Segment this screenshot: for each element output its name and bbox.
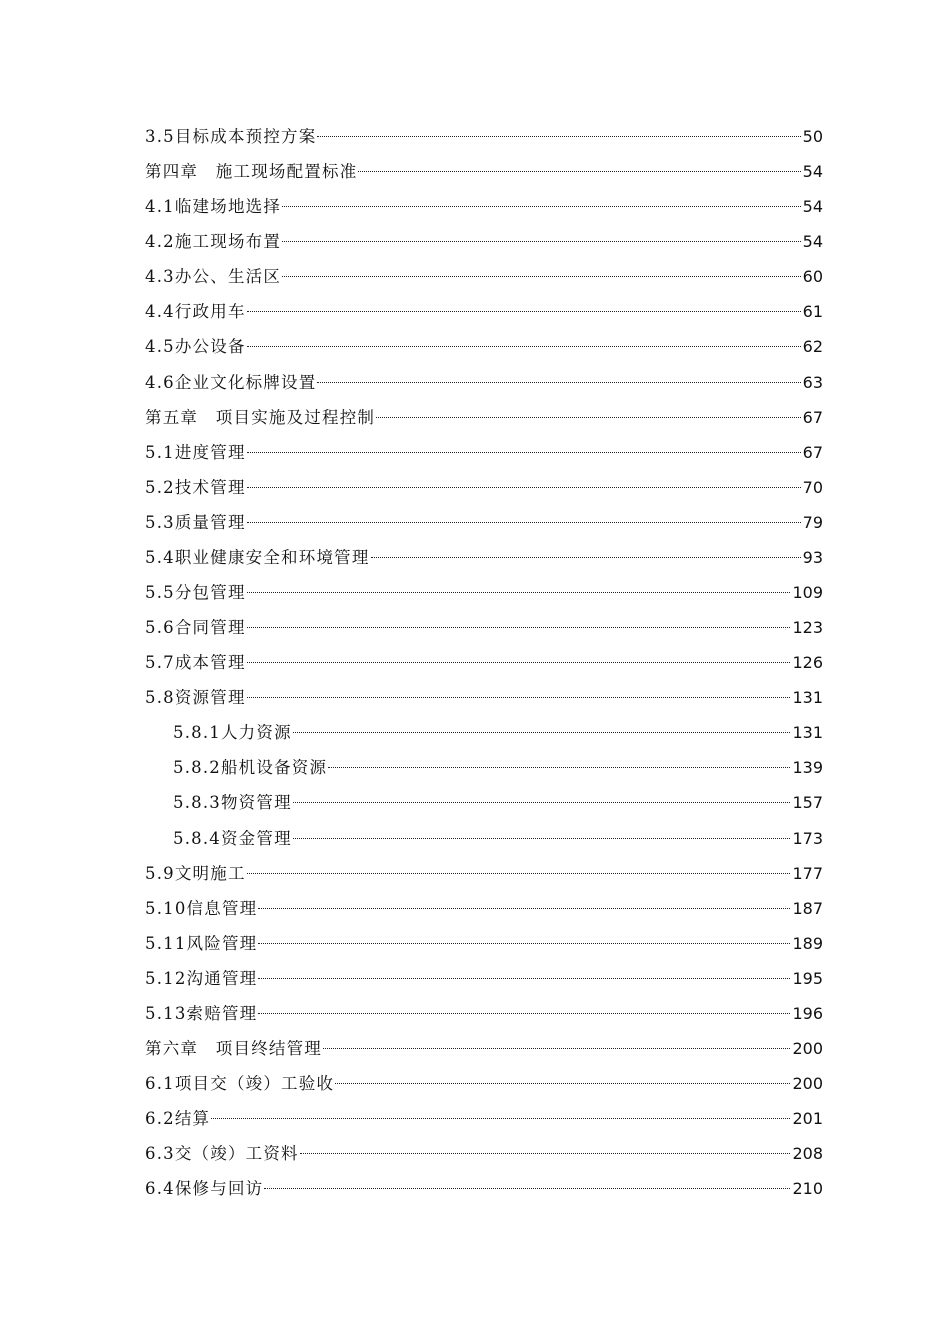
dot-leader [335, 1083, 790, 1084]
toc-entry-page-number: 200 [792, 1074, 823, 1094]
toc-entry[interactable] [145, 996, 823, 1031]
toc-entry-page-number: 210 [792, 1179, 823, 1199]
toc-entry-label: 5.8资源管理 [145, 688, 246, 708]
toc-entry-page-number: 173 [792, 828, 823, 848]
toc-entry[interactable] [145, 856, 823, 891]
dot-leader [247, 452, 801, 453]
dot-leader [293, 732, 791, 733]
toc-entry-page-number: 131 [792, 723, 823, 743]
toc-entry[interactable] [145, 961, 823, 996]
toc-entry[interactable] [145, 610, 823, 645]
toc-entry[interactable] [145, 470, 823, 505]
toc-entry-page-number: 70 [802, 477, 823, 497]
toc-entry-page-number: 61 [802, 302, 823, 322]
dot-leader [258, 978, 790, 979]
toc-entry-page-number: 50 [802, 127, 823, 146]
toc-entry-label: 5.9文明施工 [145, 863, 246, 883]
dot-leader [258, 908, 790, 909]
toc-entry-label: 5.2技术管理 [145, 477, 246, 497]
dot-leader [317, 382, 800, 383]
toc-entry[interactable] [145, 785, 823, 820]
toc-entry-page-number: 60 [802, 267, 823, 287]
toc-entry[interactable] [145, 365, 823, 400]
toc-entry[interactable] [145, 224, 823, 259]
toc-entry[interactable] [145, 645, 823, 680]
toc-entry[interactable] [145, 294, 823, 329]
toc-entry-page-number: 131 [792, 688, 823, 708]
toc-entry[interactable] [145, 540, 823, 575]
toc-entry-label: 3.5目标成本预控方案 [145, 127, 317, 146]
toc-entry-label: 6.2结算 [145, 1109, 211, 1129]
toc-entry-label: 第五章 项目实施及过程控制 [145, 407, 376, 427]
toc-entry-label: 5.12沟通管理 [145, 968, 258, 988]
dot-leader [247, 873, 791, 874]
toc-entry-page-number: 62 [802, 337, 823, 357]
toc-entry-label: 6.4保修与回访 [145, 1179, 264, 1199]
toc-entry[interactable] [145, 891, 823, 926]
toc-entry[interactable] [145, 329, 823, 364]
toc-entry-label: 5.7成本管理 [145, 653, 246, 673]
toc-entry[interactable] [145, 259, 823, 294]
toc-entry[interactable] [145, 400, 823, 435]
toc-entry-label: 5.8.3物资管理 [173, 793, 292, 813]
toc-entry[interactable] [145, 1136, 823, 1171]
toc-entry-page-number: 54 [802, 232, 823, 252]
toc-entry-page-number: 187 [792, 898, 823, 918]
toc-entry-label: 4.2施工现场布置 [145, 232, 282, 252]
dot-leader [358, 171, 800, 172]
dot-leader [247, 697, 791, 698]
toc-entry-page-number: 54 [802, 197, 823, 217]
toc-entry-page-number: 93 [802, 547, 823, 567]
toc-entry-page-number: 79 [802, 512, 823, 532]
toc-entry-page-number: 67 [802, 407, 823, 427]
toc-entry-label: 5.4职业健康安全和环境管理 [145, 547, 370, 567]
toc-entry-page-number: 208 [792, 1144, 823, 1164]
toc-entry[interactable] [145, 505, 823, 540]
dot-leader [323, 1048, 790, 1049]
toc-entry-page-number: 123 [792, 618, 823, 638]
toc-entry-label: 4.5办公设备 [145, 337, 246, 357]
toc-entry-label: 第六章 项目终结管理 [145, 1039, 322, 1059]
toc-entry-page-number: 67 [802, 442, 823, 462]
toc-entry-page-number: 109 [792, 583, 823, 603]
toc-entry-label: 5.8.1人力资源 [173, 723, 292, 743]
toc-entry[interactable] [145, 680, 823, 715]
dot-leader [211, 1118, 790, 1119]
toc-entry-label: 5.8.2船机设备资源 [173, 758, 328, 778]
toc-entry-page-number: 189 [792, 933, 823, 953]
dot-leader [247, 662, 791, 663]
toc-entry[interactable] [145, 575, 823, 610]
dot-leader [300, 1153, 791, 1154]
dot-leader [371, 557, 801, 558]
dot-leader [282, 241, 801, 242]
dot-leader [282, 276, 801, 277]
dot-leader [282, 206, 801, 207]
toc-entry-page-number: 200 [792, 1039, 823, 1059]
dot-leader [247, 487, 801, 488]
toc-entry-label: 5.6合同管理 [145, 618, 246, 638]
dot-leader [258, 1013, 790, 1014]
toc-entry-page-number: 196 [792, 1003, 823, 1023]
dot-leader [317, 136, 800, 137]
toc-entry[interactable] [145, 926, 823, 961]
dot-leader [247, 627, 791, 628]
toc-entry-page-number: 126 [792, 653, 823, 673]
toc-entry[interactable] [145, 154, 823, 189]
dot-leader [247, 346, 801, 347]
toc-entry[interactable] [145, 189, 823, 224]
toc-entry-label: 5.5分包管理 [145, 583, 246, 603]
toc-entry-label: 6.3交（竣）工资料 [145, 1144, 299, 1164]
toc-entry-page-number: 63 [802, 372, 823, 392]
toc-entry-label: 第四章 施工现场配置标准 [145, 162, 358, 182]
toc-entry[interactable] [145, 1066, 823, 1101]
toc-entry-label: 5.11风险管理 [145, 933, 258, 953]
toc-entry-label: 5.10信息管理 [145, 898, 258, 918]
toc-entry-page-number: 139 [792, 758, 823, 778]
toc-entry-label: 4.3办公、生活区 [145, 267, 282, 287]
toc-entry[interactable] [145, 1171, 823, 1206]
dot-leader [247, 311, 801, 312]
toc-entry-page-number: 54 [802, 162, 823, 182]
toc-entry-label: 4.6企业文化标牌设置 [145, 372, 317, 392]
toc-entry-label: 4.1临建场地选择 [145, 197, 282, 217]
dot-leader [247, 522, 801, 523]
toc-entry[interactable] [145, 715, 823, 750]
dot-leader [376, 417, 801, 418]
dot-leader [293, 802, 791, 803]
toc-entry-page-number: 177 [792, 863, 823, 883]
toc-entry[interactable] [145, 1101, 823, 1136]
toc-entry[interactable] [145, 750, 823, 785]
toc-entry-label: 5.8.4资金管理 [173, 828, 292, 848]
dot-leader [328, 767, 790, 768]
toc-entry[interactable] [145, 1031, 823, 1066]
toc-entry-page-number: 201 [792, 1109, 823, 1129]
dot-leader [258, 943, 790, 944]
toc-entry-label: 4.4行政用车 [145, 302, 246, 322]
toc-entry[interactable] [145, 821, 823, 856]
toc-entry[interactable] [145, 435, 823, 470]
toc-entry-label: 5.3质量管理 [145, 512, 246, 532]
toc-entry-page-number: 157 [792, 793, 823, 813]
toc-entry-page-number: 195 [792, 968, 823, 988]
toc-entry-label: 5.13索赔管理 [145, 1003, 258, 1023]
toc-entry-label: 5.1进度管理 [145, 442, 246, 462]
toc-entry[interactable] [145, 119, 823, 154]
dot-leader [264, 1188, 790, 1189]
table-of-contents [145, 119, 823, 1206]
dot-leader [293, 838, 791, 839]
dot-leader [247, 592, 791, 593]
toc-entry-label: 6.1项目交（竣）工验收 [145, 1074, 335, 1094]
